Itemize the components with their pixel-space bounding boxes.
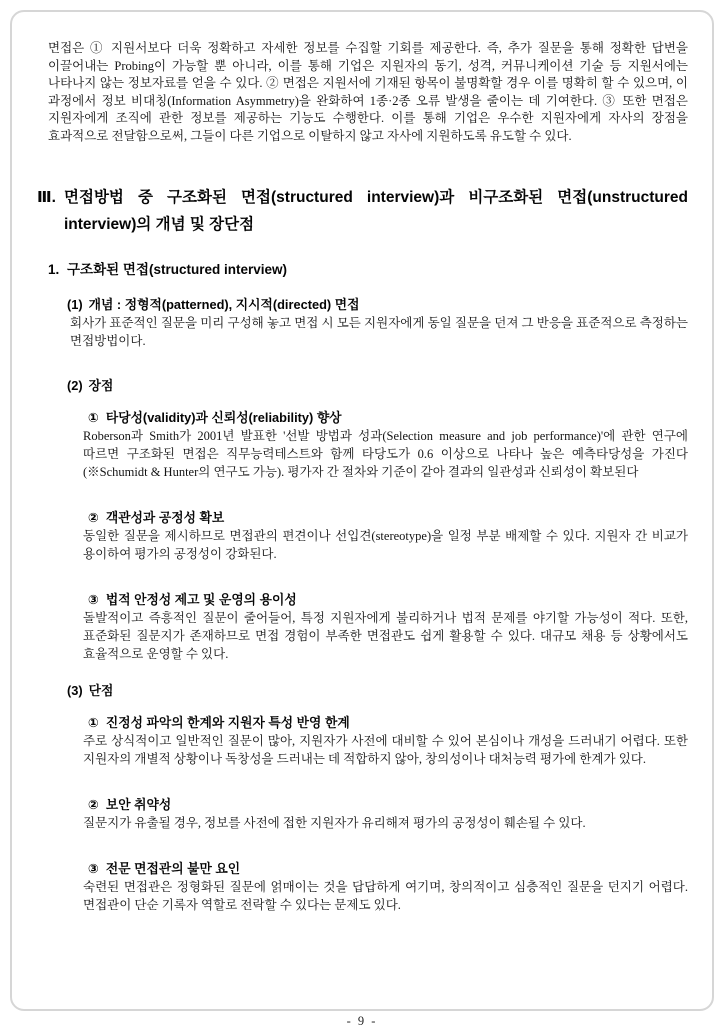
advantage-item-3-body: 돌발적이고 즉흥적인 질문이 줄어들어, 특정 지원자에게 불리하거나 법적 문제를 야기할 가능성이 적다. 또한, 표준화된 질문지가 존재하므로 면접 경험이 부족한 면접관도 쉽게 활용할 수 있다. 대규모 채용 등 상황에서도 효율적으로 운영할 수 있다. bbox=[83, 610, 688, 661]
page-content bbox=[12, 40, 712, 1011]
circled-number-icon: ① bbox=[88, 409, 99, 425]
disadvantage-item-2-body: 질문지가 유출될 경우, 정보를 사전에 접한 지원자가 유리해져 평가의 공정성이 훼손될 수 있다. bbox=[83, 815, 586, 830]
disadvantage-item-3-title: 전문 면접관의 불만 요인 bbox=[105, 860, 241, 876]
advantage-item-2-body: 동일한 질문을 제시하므로 면접관의 편견이나 선입견(stereotype)을 일정 부분 배제할 수 있다. 지원자 간 비교가 용이하여 평가의 공정성이 강화된다. bbox=[83, 528, 688, 561]
circled-number-icon: ② bbox=[88, 796, 99, 812]
concept-heading bbox=[67, 296, 688, 314]
page-border-frame bbox=[10, 10, 714, 1011]
advantages-heading bbox=[67, 377, 688, 395]
subsection-heading-1-title: 구조화된 면접(structured interview) bbox=[67, 261, 288, 277]
disadvantage-item-2-title-row bbox=[88, 796, 688, 814]
circled-number-icon: ① bbox=[88, 714, 99, 730]
disadvantages-heading bbox=[67, 682, 688, 700]
disadvantages-heading-title: 단점 bbox=[88, 682, 114, 698]
disadvantage-item-1-body: 주로 상식적이고 일반적인 질문이 많아, 지원자가 사전에 대비할 수 있어 본심이나 개성을 드러내기 어렵다. 또한 지원자의 개별적 상황이나 독창성을 드러내는 데 적합하지 않아, 창의성이나 대처능력 평가에 한계가 있다. bbox=[83, 733, 688, 766]
advantage-item-1-body: Roberson과 Smith가 2001년 발표한 '선발 방법과 성과(Selection measure and job performance)'에 관한 연구에 따르면 구조화된 면접은 직무능력테스트와 함께 타당도가 0.6 이상으로 나타나 높은 예측타당성을 가진다(※Schumidt & Hunter의 연구도 가능). 평가자 간 절차와 기준이 같아 결과의 일관성과 신뢰성이 확보된다 bbox=[83, 428, 688, 479]
disadvantage-item-1 bbox=[12, 714, 712, 768]
advantages-heading-marker: (2) bbox=[67, 377, 83, 393]
advantage-item-1 bbox=[12, 409, 712, 481]
disadvantage-item-3-title-row bbox=[88, 860, 688, 878]
disadvantage-item-1-title: 진정성 파악의 한계와 지원자 특성 반영 한계 bbox=[105, 714, 350, 730]
disadvantage-item-1-title-row bbox=[88, 714, 688, 732]
circled-number-icon: ③ bbox=[88, 591, 99, 607]
disadvantages-heading-marker: (3) bbox=[67, 682, 83, 698]
advantage-item-1-title-row bbox=[88, 409, 688, 427]
advantage-item-2-title-row bbox=[88, 509, 688, 527]
section-heading-3-title: 면접방법 중 구조화된 면접(structured interview)과 비구조화된 면접(unstructured interview)의 개념 및 장단점 bbox=[64, 188, 688, 233]
subsection-heading-1 bbox=[48, 260, 688, 279]
circled-number-icon: ③ bbox=[88, 860, 99, 876]
advantage-item-3-title-row bbox=[88, 591, 688, 609]
concept-heading-title: 개념 : 정형적(patterned), 지시적(directed) 면접 bbox=[88, 296, 360, 312]
section-heading-3 bbox=[37, 184, 688, 238]
advantage-item-1-title: 타당성(validity)과 신뢰성(reliability) 향상 bbox=[105, 409, 342, 425]
disadvantage-item-2-title: 보안 취약성 bbox=[105, 796, 172, 812]
advantage-item-3 bbox=[12, 591, 712, 663]
advantage-item-2-title: 객관성과 공정성 확보 bbox=[105, 509, 225, 525]
concept-heading-marker: (1) bbox=[67, 296, 83, 312]
concept-body: 회사가 표준적인 질문을 미리 구성해 놓고 면접 시 모든 지원자에게 동일 질문을 던져 그 반응을 표준적으로 측정하는 면접방법이다. bbox=[70, 315, 688, 348]
intro-paragraph: 면접은 ① 지원서보다 더욱 정확하고 자세한 정보를 수집할 기회를 제공한다. 즉, 추가 질문을 통해 정확한 답변을 이끌어내는 Probing이 가능할 뿐 아니라, 이를 통해 기업은 지원자의 동기, 성격, 커뮤니케이션 기술 등 지원서에는 나타나지 않는 정보자료를 얻을 수 있다. ② 면접은 지원서에 기재된 항목이 불명확할 경우 이를 명확히 할 수 있으며, 이 과정에서 정보 비대칭(Information Asymmetry)을 완화하여 1종·2종 오류 발생을 줄이는 데 기여한다. ③ 또한 면접은 지원자에게 조직에 관한 정보를 제공하는 기능도 수행한다. 이를 통해 기업은 우수한 지원자에게 자사의 장점을 효과적으로 전달함으로써, 그들이 다른 기업으로 이탈하지 않고 자사에 지원하도록 유도할 수 있다. bbox=[48, 41, 688, 143]
circled-number-icon: ② bbox=[88, 509, 99, 525]
advantages-heading-title: 장점 bbox=[88, 377, 114, 393]
section-heading-3-marker: Ⅲ. bbox=[37, 188, 56, 206]
advantage-item-3-title: 법적 안정성 제고 및 운영의 용이성 bbox=[105, 591, 297, 607]
page-number: - 9 - bbox=[346, 1014, 378, 1028]
advantage-item-2 bbox=[12, 509, 712, 563]
disadvantage-item-3 bbox=[12, 860, 712, 914]
disadvantage-item-3-body: 숙련된 면접관은 정형화된 질문에 얽매이는 것을 답답하게 여기며, 창의적이고 심층적인 질문을 던지기 어렵다. 면접관이 단순 기록자 역할로 전락할 수 있다는 문제도 있다. bbox=[83, 879, 688, 912]
disadvantage-item-2 bbox=[12, 796, 712, 832]
subsection-heading-1-marker: 1. bbox=[48, 261, 60, 277]
